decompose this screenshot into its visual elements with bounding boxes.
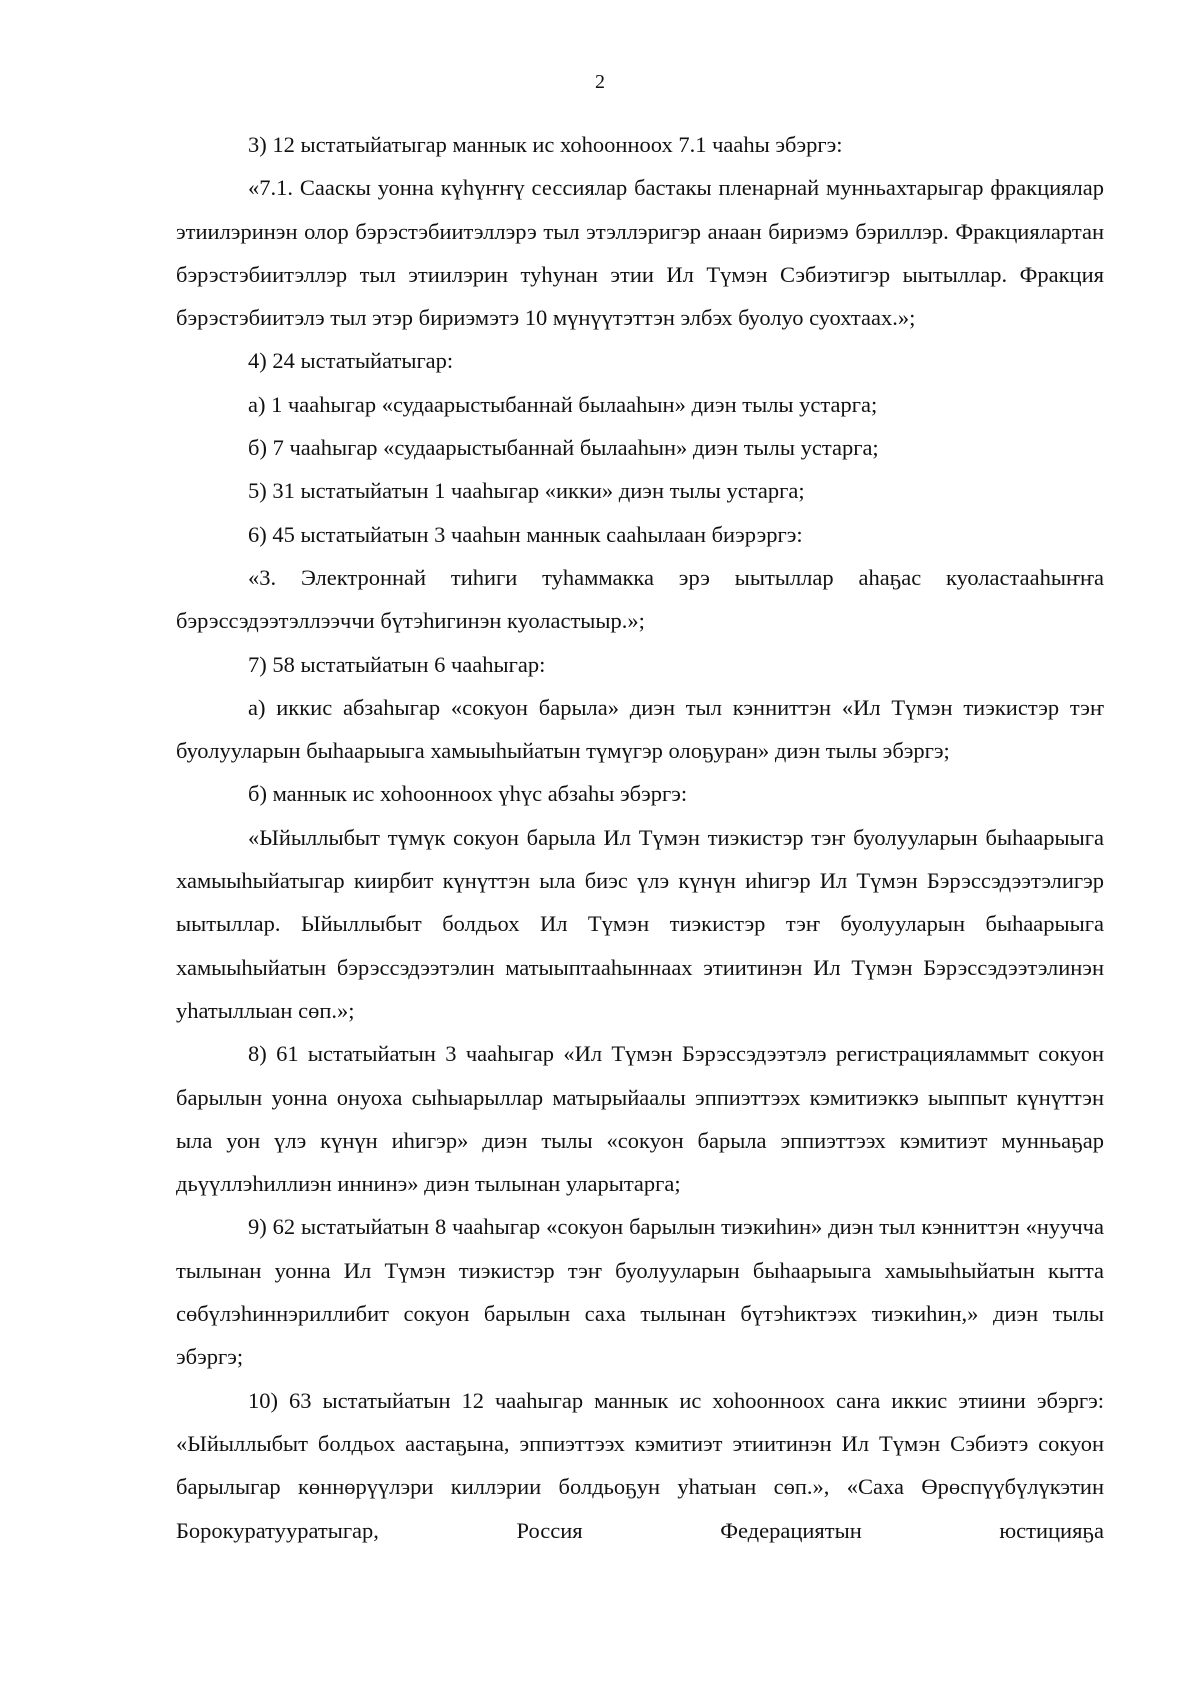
paragraph-item-3: 3) 12 ыстатыйатыгар маннык ис хоһоонноох 7.1 чааһы эбэргэ: (248, 132, 843, 157)
paragraph-item-10: 10) 63 ыстатыйатын 12 чааһыгар маннык ис хоһоонноох саҥа иккис этиини эбэргэ: «Ыйыллыбыт болдьох аастаҕына, эппиэттээх кэмитиэт этиитинэн Ил Түмэн Сэбиэтэ сокуон барылыгар көннөрүүлэри киллэрии болдьоҕун уһатыан сөп.», «Саха Өрөспүүбүлүкэтин Борокуратууратыгар, Россия Федерациятын юстицияҕа (176, 1387, 1104, 1543)
document-body (176, 123, 1104, 1552)
paragraph-quote-7-1: «7.1. Сааскы уонна күһүҥҥү сессиялар бастакы пленарнай мунньахтарыгар фракциялар этиилэринэн олор бэрэстэбиитэллэрэ тыл этэллэригэр анаан бириэмэ бэриллэр. Фракциялартан бэрэстэбиитэллэр тыл этиилэрин туһунан этии Ил Түмэн Сэбиэтигэр ыытыллар. Фракция бэрэстэбиитэлэ тыл этэр бириэмэтэ 10 мүнүүтэттэн элбэх буолуо суохтаах.»; (176, 175, 1104, 331)
page-number: 2 (595, 71, 605, 93)
paragraph-item-4a: а) 1 чааһыгар «судаарыстыбаннай былааһын» диэн тылы устарга; (248, 391, 878, 417)
paragraph-item-5: 5) 31 ыстатыйатын 1 чааһыгар «икки» диэн тылы устарга; (248, 478, 805, 504)
paragraph-item-6: 6) 45 ыстатыйатын 3 чааһын маннык сааһылаан биэрэргэ: (248, 521, 803, 547)
paragraph-quote-3: «3. Электроннай тиһиги туһаммакка эрэ ыытыллар аһаҕас куоластааһыҥҥа бэрэссэдээтэллээччи бүтэһигинэн куоластыыр.»; (176, 564, 1104, 634)
paragraph-quote-third-abzas: «Ыйыллыбыт түмүк сокуон барыла Ил Түмэн тиэкистэр тэҥ буолууларын быһаарыыга хамыыһыйатыгар киирбит күнүттэн ыла биэс үлэ күнүн иһигэр Ил Түмэн Бэрэссэдээтэлигэр ыытыллар. Ыйыллыбыт болдьох Ил Түмэн тиэкистэр тэҥ буолууларын быһаарыыга хамыыһыйатын бэрэссэдээтэлин матыыптааһыннаах этиитинэн Ил Түмэн Бэрэссэдээтэлинэн уһатыллыан сөп.»; (176, 824, 1104, 1023)
paragraph-item-9: 9) 62 ыстатыйатын 8 чааһыгар «сокуон барылын тиэкиһин» диэн тыл кэнниттэн «нуучча тылынан уонна Ил Түмэн тиэкистэр тэҥ буолууларын быһаарыыга хамыыһыйатын кытта сөбүлэһиннэриллибит сокуон барылын саха тылынан бүтэһиктээх тиэкиһин,» диэн тылы эбэргэ; (176, 1214, 1104, 1370)
paragraph-item-7: 7) 58 ыстатыйатын 6 чааһыгар: (248, 651, 546, 677)
paragraph-item-7b: б) маннык ис хоһоонноох үһүс абзаһы эбэргэ: (248, 781, 688, 807)
paragraph-item-7a: а) иккис абзаһыгар «сокуон барыла» диэн тыл кэнниттэн «Ил Түмэн тиэкистэр тэҥ буолууларын быһаарыыга хамыыһыйатын түмүгэр олоҕуран» диэн тылы эбэргэ; (176, 694, 1104, 764)
paragraph-item-4: 4) 24 ыстатыйатыгар: (248, 348, 454, 374)
paragraph-item-8: 8) 61 ыстатыйатын 3 чааһыгар «Ил Түмэн Бэрэссэдээтэлэ регистрацияламмыт сокуон барылын уонна онуоха сыһыарыллар матырыйаалы эппиэттээх кэмитиэккэ ыыппыт күнүттэн ыла уон үлэ күнүн иһигэр» диэн тылы «сокуон барыла эппиэттээх кэмитиэт мунньаҕар дьүүллэһиллиэн иннинэ» диэн тылынан уларытарга; (176, 1041, 1104, 1197)
paragraph-item-4b: б) 7 чааһыгар «судаарыстыбаннай былааһын» диэн тылы устарга; (248, 435, 879, 461)
